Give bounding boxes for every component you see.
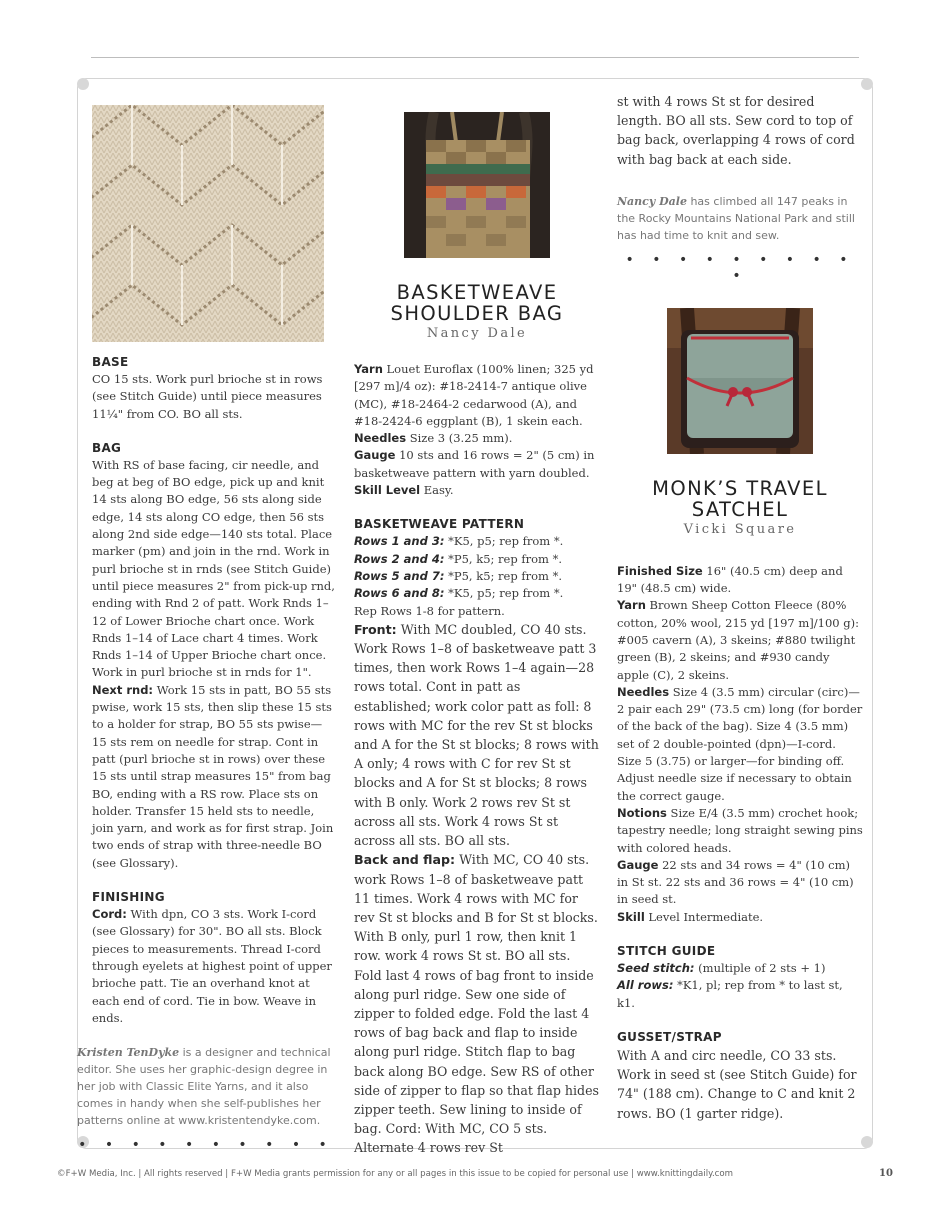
yarn-spec (617, 597, 863, 683)
gusset-text: With A and circ needle, CO 33 sts. Work in seed st (see Stitch Guide) for 74" (188 cm). Change to C and knit 2 rows. BO (1 garter ridge). (617, 1047, 857, 1121)
rows-6-8-text: *K5, p5; rep from *. (444, 586, 564, 601)
rows-1-3-label: Rows 1 and 3: (354, 534, 445, 549)
all-rows-text: *K1, pl; rep from * to last st, k1. (617, 978, 843, 1010)
gauge-text: 10 sts and 16 rows = 2" (5 cm) in basketweave pattern with yarn doubled. (354, 448, 595, 480)
satchel-byline: Vicki Square (683, 521, 797, 537)
column-1 (77, 105, 336, 1154)
monks-satchel-photo (667, 308, 813, 454)
bio-name: Kristen TenDyke (77, 1046, 180, 1060)
back-label: Back and flap: (354, 852, 456, 868)
skill-spec (617, 909, 863, 926)
gauge-spec (354, 447, 600, 482)
bag-text-b: Work 15 sts in patt, BO 55 sts pwise, work 15 sts, then slip these 15 sts to a holder for strap, BO 55 sts pwise—15 sts rem on needle for strap. Cont in patt (purl brioche st in rows) over these 15 sts until strap measures 15" from bag BO, ending with a RS row. Place sts on holder. Transfer 15 held sts to needle, join yarn, and work as for first strap. Join two ends of strap with three-needle BO (see Glossary). (92, 682, 334, 870)
basketweave-title-line1: BASKETWEAVE (396, 281, 558, 304)
all-rows (617, 977, 863, 1012)
section-dots: • • • • • • • • • • (625, 251, 855, 284)
front-text: With MC doubled, CO 40 sts. Work Rows 1–8 of basketweave patt 3 times, then work Rows 1–4 again—28 rows total. Cont in patt as established; work color patt as foll: 8 rows with MC for the rev St st blocks and A for the St st blocks; 8 rows with A only; 4 rows with C for rev St st blocks and A for St st blocks; 8 rows with B only. Work 2 rows rev St st across all sts. Work 4 rows St st across all sts. BO all sts. (354, 621, 599, 849)
skill-spec (354, 482, 600, 499)
bio-text: is a designer and technical editor. She uses her graphic-design degree in her job with Classic Elite Yarns, and it also comes in handy when she self-publishes her patterns online at www.kristentendyke.com. (77, 1046, 331, 1128)
continued-text: st with 4 rows St st for desired length. BO all sts. Sew cord to top of bag back, overlapping 4 rows of cord with bag back at each side. (617, 94, 855, 167)
basketweave-bag-photo (404, 112, 550, 258)
rep-rows: Rep Rows 1-8 for pattern. (354, 603, 505, 618)
base-heading: BASE (92, 355, 129, 369)
column-2 (354, 112, 600, 1158)
needles-spec (354, 430, 600, 447)
rows-5-7-label: Rows 5 and 7: (354, 568, 445, 583)
satchel-title-line1: MONK’S TRAVEL (652, 476, 828, 500)
rows-2-4-label: Rows 2 and 4: (354, 551, 445, 566)
gauge-label: Gauge (617, 857, 659, 872)
seed-label: Seed stitch: (617, 961, 695, 976)
base-text: CO 15 sts. Work purl brioche st in rows (see Stitch Guide) until piece measures 11¼" from CO. BO all sts. (92, 372, 323, 421)
page-number: 10 (879, 1168, 893, 1179)
section-dots: • • • • • • • • • • (78, 1137, 334, 1154)
pattern-heading: BASKETWEAVE PATTERN (354, 517, 525, 532)
lace-swatch-photo (92, 105, 324, 342)
size-label: Finished Size (617, 563, 703, 578)
rows-6-8 (354, 585, 600, 602)
gauge-text: 22 sts and 34 rows = 4" (10 cm) in St st. 22 sts and 36 rows = 4" (10 cm) in seed st. (617, 857, 854, 907)
designer-bio (617, 193, 863, 244)
rows-2-4-text: *P5, k5; rep from *. (444, 551, 563, 566)
gauge-label: Gauge (354, 448, 396, 463)
skill-label: Skill (617, 909, 645, 924)
satchel-title-line2: SATCHEL (691, 497, 789, 521)
column-3 (617, 92, 863, 1123)
rows-2-4 (354, 551, 600, 568)
skill-text: Level Intermediate. (644, 909, 764, 924)
rows-1-3 (354, 533, 600, 550)
front-instructions (354, 620, 600, 850)
stitch-guide (617, 960, 863, 1012)
stitch-guide-heading: STITCH GUIDE (617, 944, 716, 959)
cord-text (92, 906, 336, 1027)
notions-label: Notions (617, 805, 667, 820)
yarn-label: Yarn (617, 598, 646, 613)
cord-label: Cord: (92, 907, 127, 922)
seed-text: (multiple of 2 sts + 1) (694, 961, 826, 976)
size-text: 16" (40.5 cm) deep and 19" (48.5 cm) wide. (617, 563, 843, 596)
rows-5-7-text: *P5, k5; rep from *. (444, 568, 563, 583)
copyright-footer: ©F+W Media, Inc. | All rights reserved | F+W Media grants permission for any or all pages in this issue to be copied for personal use | www.knittingdaily.com (57, 1169, 734, 1179)
gusset-heading: GUSSET/STRAP (617, 1029, 722, 1044)
all-rows-label: All rows: (617, 978, 674, 993)
yarn-label: Yarn (354, 362, 383, 376)
next-rnd-label: Next rnd: (92, 682, 154, 697)
notions-spec (617, 805, 863, 857)
needles-text: Size 4 (3.5 mm) circular (circ)—2 pair each 29" (73.5 cm) long (for border of the back of the bag). Size 4 (3.5 mm) set of 2 double-pointed (dpn)—I-cord. Size 5 (3.75) or larger—for binding off. Adjust needle size if necessary to obtain the correct gauge. (617, 684, 863, 803)
yarn-text: Louet Euroflax (100% linen; 325 yd [297 m]/4 oz): #18-2414-7 antique olive (MC), #18-2464-2 cedarwood (A), and #18-2424-6 eggplant (B), 1 skein each. (354, 362, 594, 428)
cord-body: With dpn, CO 3 sts. Work I-cord (see Glossary) for 30". BO all sts. Block pieces to measurements. Thread I-cord through eyelets at highest point of upper brioche patt. Tie an overhand knot at each end of cord. Tie in bow. Weave in ends. (92, 907, 332, 1025)
needles-spec (617, 684, 863, 805)
bag-text-a: With RS of base facing, cir needle, and beg at beg of BO edge, pick up and knit 14 sts along BO edge, 56 sts along side edge, 14 sts along CO edge, then 56 sts along 2nd side edge—140 sts total. Place marker (pm) and join in the rnd. Work in purl brioche st in rnds (see Stitch Guide) until piece measures 2" from pick-up rnd, ending with Rnd 2 of patt. Work Rnds 1–12 of Lower Brioche chart once. Work Rnds 1–14 of Lace chart 4 times. Work Rnds 1–14 of Upper Brioche chart once. Work in purl brioche st in rnds for 1". (92, 457, 335, 680)
notions-text: Size E/4 (3.5 mm) crochet hook; tapestry needle; long straight sewing pins with colored heads. (617, 805, 863, 855)
bio-text: has climbed all 147 peaks in the Rocky Mountains National Park and still has had time to knit and sew. (617, 194, 855, 242)
back-instructions (354, 850, 600, 1157)
yarn-spec (354, 361, 600, 430)
rows-5-7 (354, 568, 600, 585)
gauge-spec (617, 857, 863, 909)
yarn-text: Brown Sheep Cotton Fleece (80% cotton, 20% wool, 215 yd [197 m]/100 g): #005 cavern (A), 3 skeins; #880 twilight green (B), 2 skeins; and #930 candy apple (C), 2 skeins. (617, 598, 859, 682)
needles-label: Needles (354, 431, 407, 446)
rows-6-8-label: Rows 6 and 8: (354, 586, 445, 601)
needles-text: Size 3 (3.25 mm). (406, 431, 513, 446)
frame-corner-dot (861, 78, 873, 90)
size-spec (617, 563, 863, 598)
rows-1-3-text: *K5, p5; rep from *. (444, 534, 564, 549)
skill-label: Skill Level (354, 483, 421, 498)
skill-text: Easy. (420, 483, 454, 498)
bio-name: Nancy Dale (617, 194, 687, 208)
pattern-rows (354, 533, 600, 619)
materials-list (617, 563, 863, 926)
frame-corner-dot (77, 78, 89, 90)
needles-label: Needles (617, 684, 670, 699)
frame-corner-dot (861, 1136, 873, 1148)
bag-text (92, 457, 336, 872)
designer-bio (77, 1044, 335, 1129)
finishing-heading: FINISHING (92, 890, 165, 905)
top-rule (91, 57, 859, 58)
front-label: Front: (354, 621, 397, 637)
seed-stitch (617, 960, 863, 977)
bag-heading: BAG (92, 440, 122, 455)
basketweave-byline: Nancy Dale (426, 326, 528, 341)
back-text: With MC, CO 40 sts. work Rows 1–8 of basketweave patt 11 times. Work 4 rows with MC for rev St st blocks and B for St st blocks. With B only, purl 1 row, then knit 1 row. work 4 rows St st. BO all sts. Fold last 4 rows of bag front to inside along purl ridge. Sew one side of zipper to folded edge. Fold the last 4 rows of bag back and flap to inside along purl ridge. Stitch flap to bag back along BO edge. Sew RS of other side of zipper to flap so that flap hides zipper teeth. Sew lining to inside of bag. Cord: With MC, CO 5 sts. Alternate 4 rows rev St (354, 852, 600, 1156)
materials-list (354, 361, 600, 499)
basketweave-title-line2: SHOULDER BAG (390, 302, 564, 325)
